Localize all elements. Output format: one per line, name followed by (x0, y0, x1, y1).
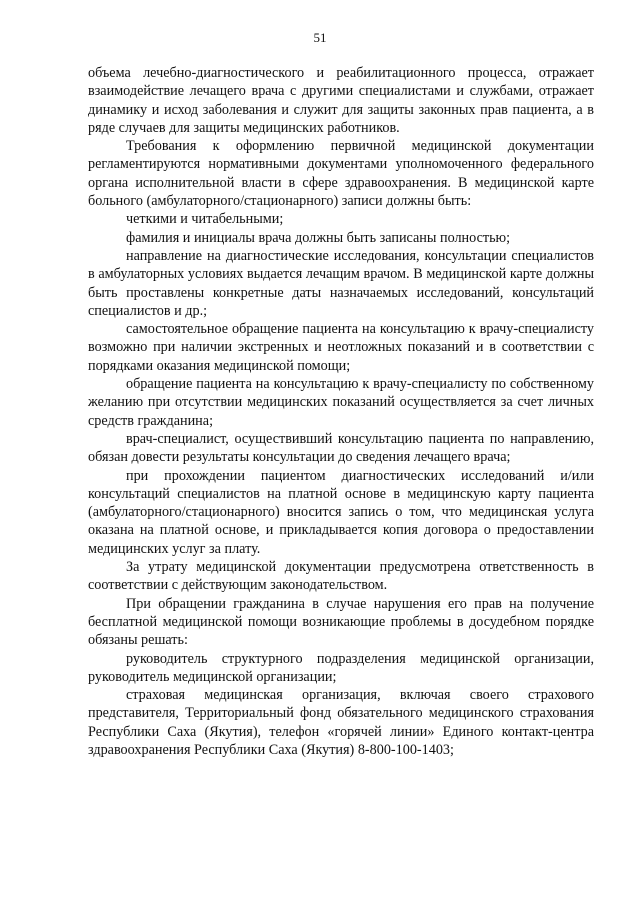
list-item: врач-специалист, осуществивший консультацию пациента по направлению, обязан довести результаты консультации до сведения лечащего врача; (88, 430, 594, 466)
list-item: четкими и читабельными; (126, 211, 284, 228)
paragraph: Требования к оформлению первичной медицинской документации регламентируются нормативными документами уполномоченного федерального органа исполнительной власти в сфере здравоохранения. В медицинской карте больного (амбулаторного/стационарного) записи должны быть: (88, 138, 594, 210)
list-item: направление на диагностические исследования, консультации специалистов в амбулаторных условиях выдается лечащим врачом. В медицинской карте должны быть проставлены конкретные даты назначаемых исследований, консультаций специалистов и др.; (88, 247, 594, 319)
list-item: фамилия и инициалы врача должны быть записаны полностью; (126, 229, 511, 246)
paragraph: При обращении гражданина в случае нарушения его прав на получение бесплатной медицинской помощи возникающие проблемы в досудебном порядке обязаны решать: (88, 595, 594, 649)
list-item: самостоятельное обращение пациента на консультацию к врачу-специалисту возможно при наличии экстренных и неотложных показаний и в соответствии с порядками оказания медицинской помощи; (88, 321, 594, 374)
page-number: 51 (313, 30, 327, 45)
paragraph: За утрату медицинской документации предусмотрена ответственность в соответствии с действующим законодательством. (88, 559, 594, 594)
list-item: страховая медицинская организация, включая своего страхового представителя, Территориальный фонд обязательного медицинского страхования Республики Саха (Якутия), телефон «горячей линии» Единого контакт-центра здравоохранения Республики Саха (Якутия) 8-800-100-1403; (88, 687, 594, 758)
paragraph: объема лечебно-диагностического и реабилитационного процесса, отражает взаимодействие лечащего врача с другими специалистами и службами, отражает динамику и исход заболевания и служит для защиты законных прав пациента, а в ряде случаев для защиты медицинских работников. (88, 65, 594, 136)
list-item: руководитель структурного подразделения медицинской организации, руководитель медицинской организации; (88, 650, 594, 685)
body-text (88, 64, 594, 759)
list-item: обращение пациента на консультацию к врачу-специалисту по собственному желанию при отсутствии медицинских показаний осуществляется за счет личных средств гражданина; (88, 376, 594, 429)
list-item: при прохождении пациентом диагностических исследований и/или консультаций специалистов на платной основе в медицинскую карту пациента (амбулаторного/стационарного) вносится запись о том, что медицинская услуга оказана на платной основе, и прикладывается копия договора о предоставлении медицинских услуг за плату. (88, 467, 594, 557)
